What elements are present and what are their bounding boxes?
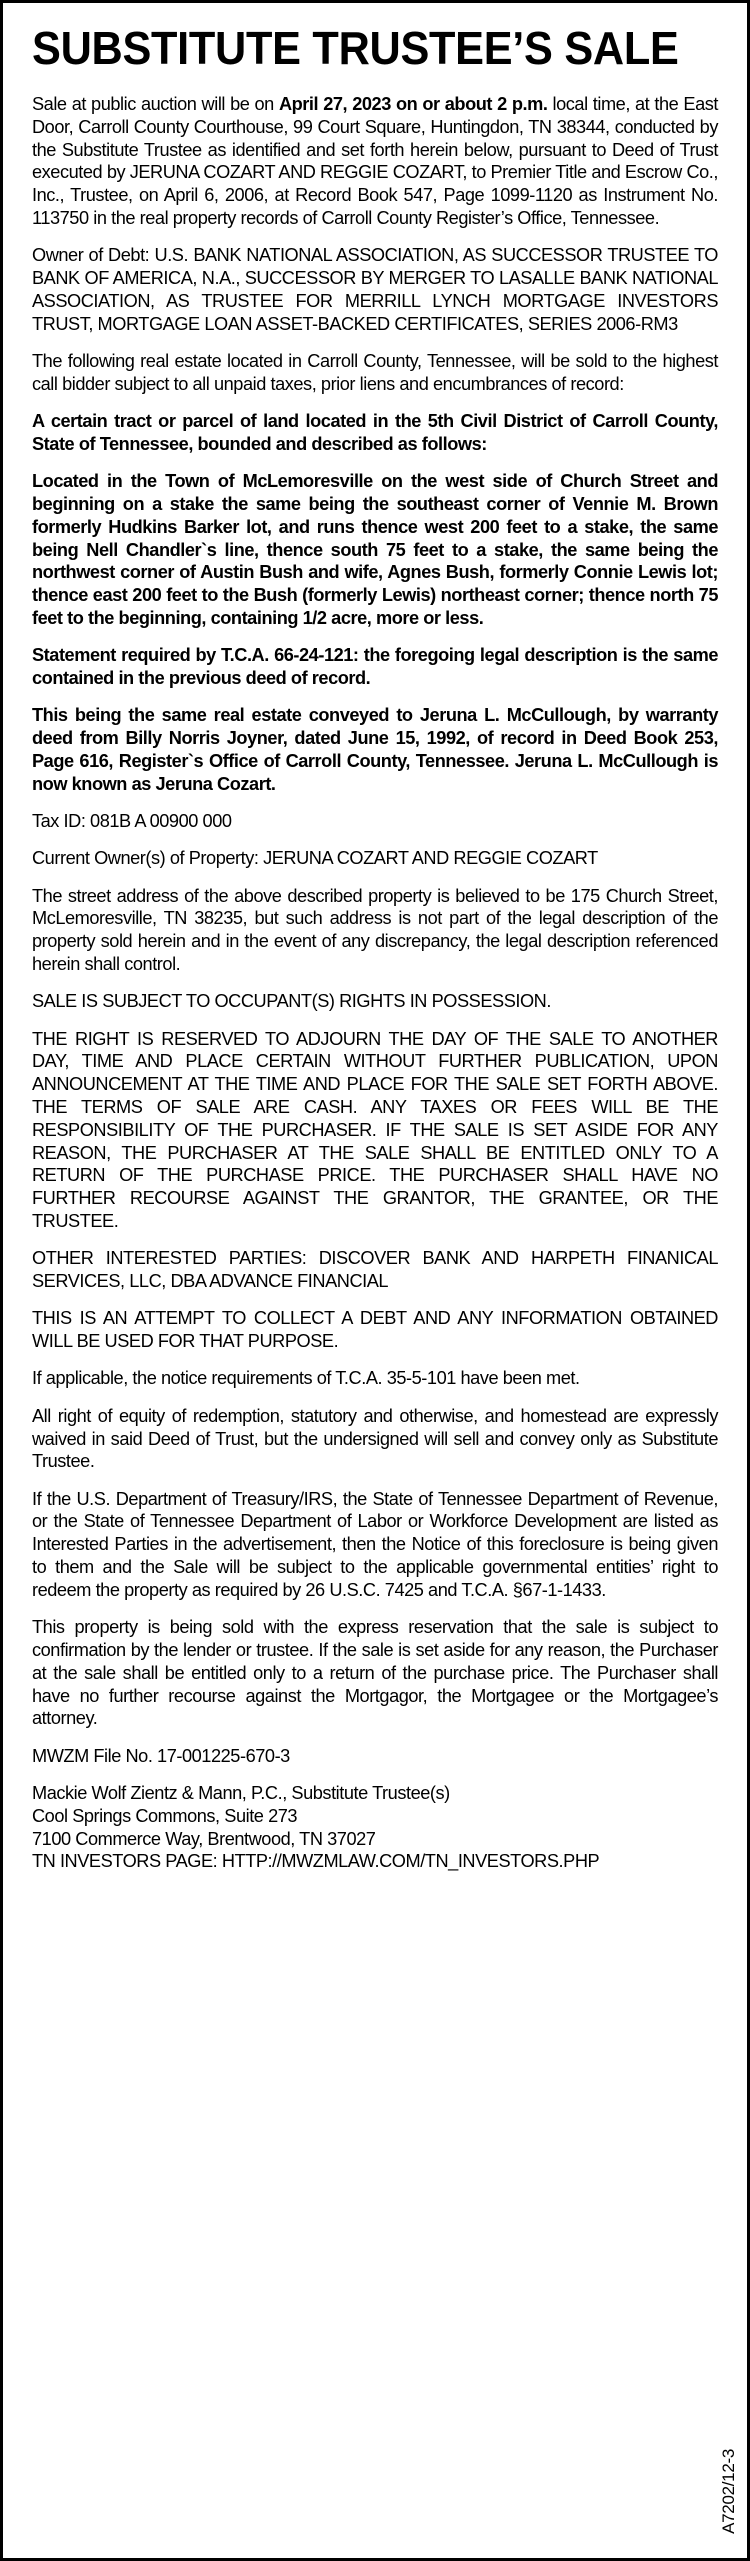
occupants-notice: SALE IS SUBJECT TO OCCUPANT(S) RIGHTS IN POSSESSION. [32, 991, 551, 1012]
trustee-address [32, 1782, 718, 1873]
sale-paragraph [32, 93, 718, 230]
debt-collection-notice: THIS IS AN ATTEMPT TO COLLECT A DEBT AND ANY INFORMATION OBTAINED WILL BE USED FOR THAT PURPOSE. [32, 1308, 718, 1352]
address-line-1: Mackie Wolf Zientz & Mann, P.C., Substitute Trustee(s) [32, 1782, 450, 1803]
legal-statement: Statement required by T.C.A. 66-24-121: the foregoing legal description is the same contained in the previous deed of record. [32, 645, 718, 689]
sale-details-text: local time, at the East Door, Carroll County Courthouse, 99 Court Square, Huntingdon, TN 38344, conducted by the Substitute Trustee as identified and set forth herein below, pursuant to Deed of Trust executed by JERUNA COZART AND REGGIE COZART, to Premier Title and Escrow Co., Inc., Trustee, on April 6, 2006, at Record Book 547, Page 1099-1120 as Instrument No. 113750 in the real property records of Carroll County Register’s Office, Tennessee. [32, 94, 718, 228]
notice-title: SUBSTITUTE TRUSTEE’S SALE [32, 22, 679, 74]
street-address-paragraph: The street address of the above described property is believed to be 175 Church Street, McLemoresville, TN 38235, but such address is not part of the legal description of the property sold herein and in the event of any discrepancy, the legal description referenced herein shall control. [32, 885, 718, 974]
address-line-2: Cool Springs Commons, Suite 273 [32, 1805, 298, 1826]
notice-requirements: If applicable, the notice requirements of T.C.A. 35-5-101 have been met. [32, 1368, 580, 1389]
irs-paragraph: If the U.S. Department of Treasury/IRS, the State of Tennessee Department of Revenue, or the State of Tennessee Department of Labor or Workforce Development are listed as Interested Parties in the advertisement, then the Notice of this foreclosure is being given to them and the Sale will be subject to the applicable governmental entities’ right to redeem the property as required by 26 U.S.C. 7425 and T.C.A. §67-1-1433. [32, 1488, 718, 1600]
sale-date: April 27, 2023 on or about 2 p.m. [278, 94, 548, 114]
other-parties: OTHER INTERESTED PARTIES: DISCOVER BANK AND HARPETH FINANICAL SERVICES, LLC, DBA ADVANCE FINANCIAL [32, 1248, 718, 1292]
reservation-paragraph: This property is being sold with the express reservation that the sale is subject to confirmation by the lender or trustee. If the sale is set aside for any reason, the Purchaser at the sale shall be entitled only to a return of the purchase price. The Purchaser shall have no further recourse against the Mortgagor, the Mortgagee or the Mortgagee’s attorney. [32, 1617, 718, 1729]
tax-id: Tax ID: 081B A 00900 000 [32, 811, 232, 832]
location-description: Located in the Town of McLemoresville on the west side of Church Street and beginning on a stake the same being the southeast corner of Vennie M. Brown formerly Hudkins Barker lot, and runs thence west 200 feet to a stake, the same being Nell Chandler`s line, thence south 75 feet to a stake, the same being the northwest corner of Austin Bush and wife, Agnes Bush, formerly Connie Lewis lot; thence east 200 feet to the Bush (formerly Lewis) northeast corner; thence north 75 feet to the beginning, containing 1/2 acre, more or less. [32, 471, 718, 628]
current-owners: Current Owner(s) of Property: JERUNA COZART AND REGGIE COZART [32, 848, 598, 869]
sale-intro-text: Sale at public auction will be on [32, 94, 279, 114]
conveyance-paragraph: This being the same real estate conveyed to Jeruna L. McCullough, by warranty deed from Billy Norris Joyner, dated June 15, 1992, of record in Deed Book 253, Page 616, Register`s Office of Carroll County, Tennessee. Jeruna L. McCullough is now known as Jeruna Cozart. [32, 705, 718, 794]
investors-page-link: TN INVESTORS PAGE: HTTP://MWZMLAW.COM/TN_INVESTORS.PHP [32, 1851, 600, 1872]
owner-of-debt: Owner of Debt: U.S. BANK NATIONAL ASSOCIATION, AS SUCCESSOR TRUSTEE TO BANK OF AMERICA, N.A., SUCCESSOR BY MERGER TO LASALLE BANK NATIONAL ASSOCIATION, AS TRUSTEE FOR MERRILL LYNCH MORTGAGE INVESTORS TRUST, MORTGAGE LOAN ASSET-BACKED CERTIFICATES, SERIES 2006-RM3 [32, 245, 718, 334]
address-line-3: 7100 Commerce Way, Brentwood, TN 37027 [32, 1828, 376, 1849]
file-number: MWZM File No. 17-001225-670-3 [32, 1745, 290, 1766]
right-reserved-paragraph: THE RIGHT IS RESERVED TO ADJOURN THE DAY OF THE SALE TO ANOTHER DAY, TIME AND PLACE CERTAIN WITHOUT FURTHER PUBLICATION, UPON ANNOUNCEMENT AT THE TIME AND PLACE FOR THE SALE SET FORTH ABOVE. THE TERMS OF SALE ARE CASH. ANY TAXES OR FEES WILL BE THE RESPONSIBILITY OF THE PURCHASER. IF THE SALE IS SET ASIDE FOR ANY REASON, THE PURCHASER AT THE SALE SHALL BE ENTITLED ONLY TO A RETURN OF THE PURCHASE PRICE. THE PURCHASER SHALL HAVE NO FURTHER RECOURSE AGAINST THE GRANTOR, THE GRANTEE, OR THE TRUSTEE. [32, 1028, 718, 1231]
real-estate-intro: The following real estate located in Carroll County, Tennessee, will be sold to the highest call bidder subject to all unpaid taxes, prior liens and encumbrances of record: [32, 350, 718, 394]
ad-code: A7202/12-3 [719, 2449, 738, 2534]
equity-paragraph: All right of equity of redemption, statutory and otherwise, and homestead are expressly waived in said Deed of Trust, but the undersigned will sell and convey only as Substitute Trustee. [32, 1405, 718, 1472]
tract-description: A certain tract or parcel of land located in the 5th Civil District of Carroll County, State of Tennessee, bounded and described as follows: [32, 411, 718, 454]
notice-body [32, 93, 718, 1873]
